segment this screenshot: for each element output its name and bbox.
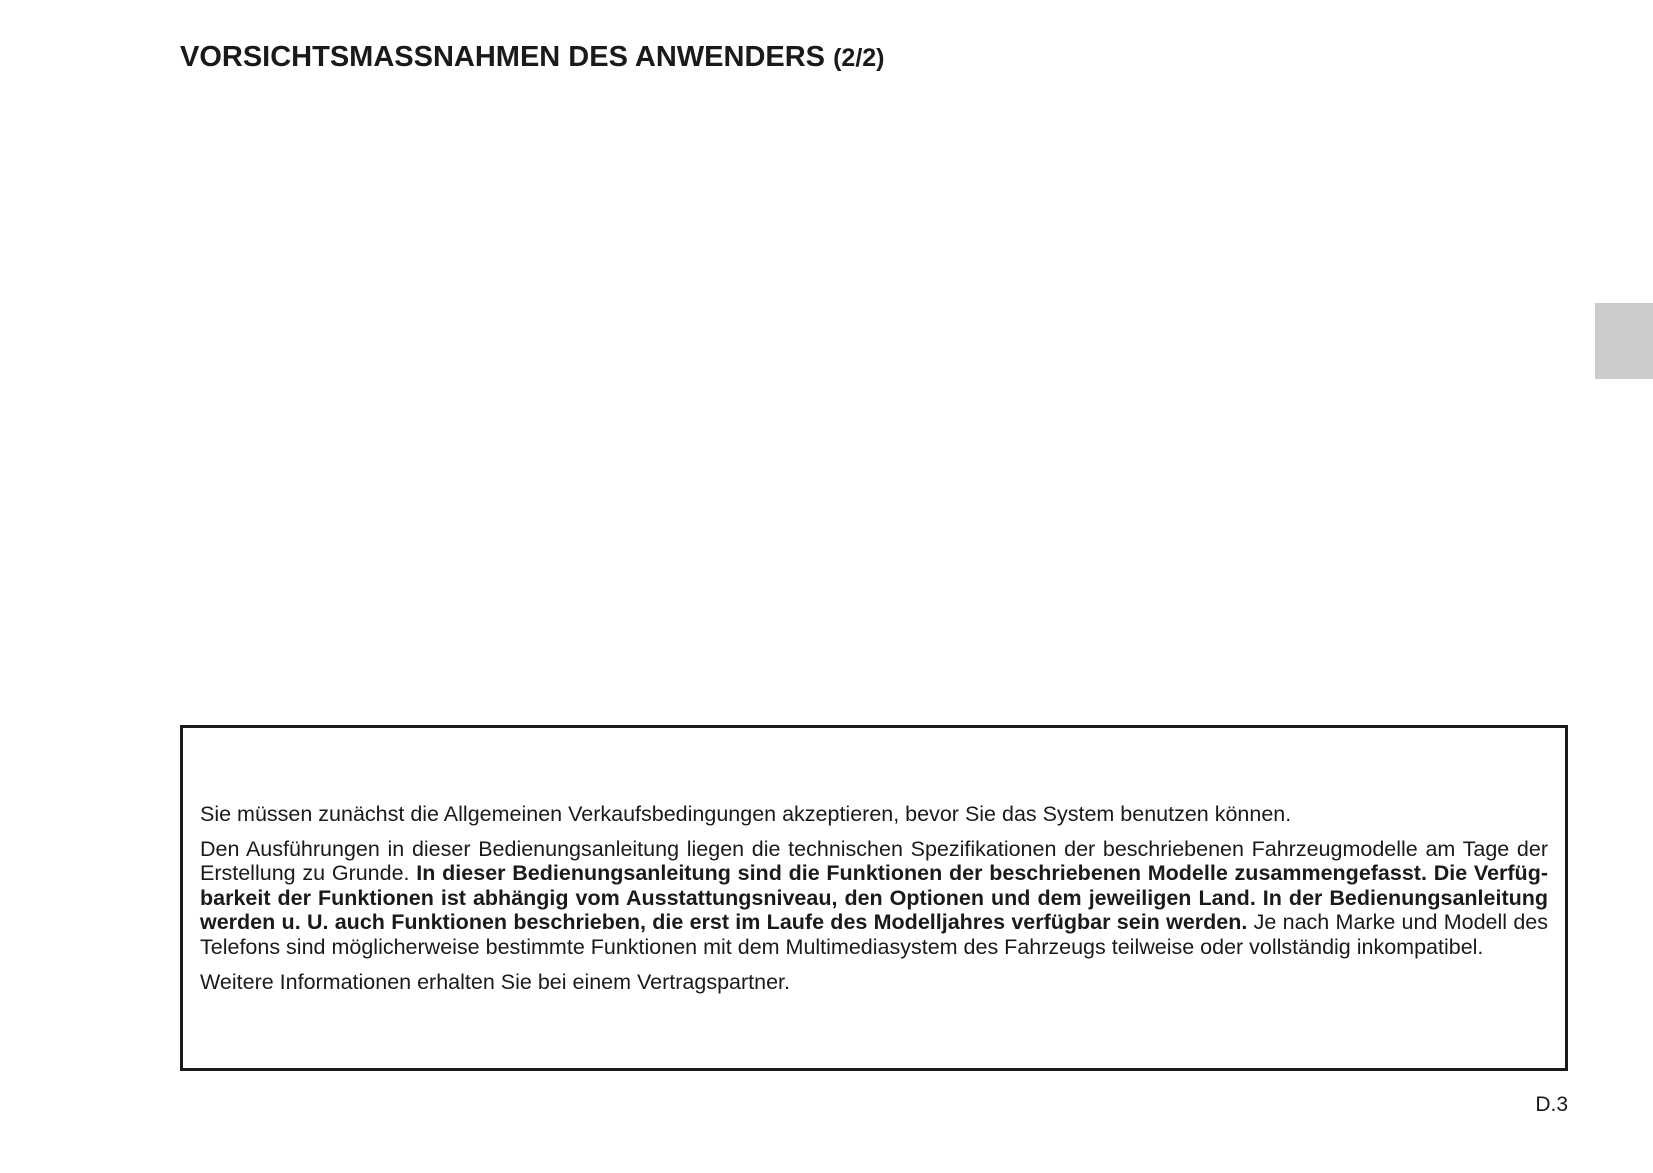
page-title-suffix: (2/2) (833, 44, 885, 72)
page-title (180, 41, 885, 74)
specifications-bold-text: In dieser Bedienungsanleitung sind die Funktionen der beschriebenen Modelle zusammengefasst. Die Verfügbarkeit der Funktionen ist abhängig vom Ausstattungsniveau, den Optionen und dem jeweiligen Land. In der Bedienungsanleitung werden u. U. auch Funktionen beschrieben, die erst im Laufe des Modelljahres verfügbar sein werden. (200, 861, 1548, 935)
notice-paragraph-specifications (200, 837, 1548, 960)
page-title-text: VORSICHTSMASSNAHMEN DES ANWENDERS (180, 41, 826, 73)
notice-paragraph-more-info: Weitere Informationen erhalten Sie bei einem Vertragspartner. (200, 969, 790, 994)
phone-compatibility-text: Je nach Marke und Modell des Telefons sind möglicherweise bestimmte Funktionen mit dem Multimediasystem des Fahrzeugs teilweise oder vollständig inkompatibel. (200, 910, 1548, 959)
page-number: D.3 (1535, 1093, 1568, 1116)
notice-box (180, 725, 1568, 1071)
notice-paragraph-terms: Sie müssen zunächst die Allgemeinen Verkaufsbedingungen akzeptieren, bevor Sie das System benutzen können. (200, 802, 1292, 826)
section-side-tab (1595, 303, 1653, 379)
specifications-text: Den Ausführungen in dieser Bedienungsanleitung liegen die technischen Spezifikationen der beschriebenen Fahrzeugmodelle am Tage der Erstellung zu Grunde. (200, 836, 1548, 886)
